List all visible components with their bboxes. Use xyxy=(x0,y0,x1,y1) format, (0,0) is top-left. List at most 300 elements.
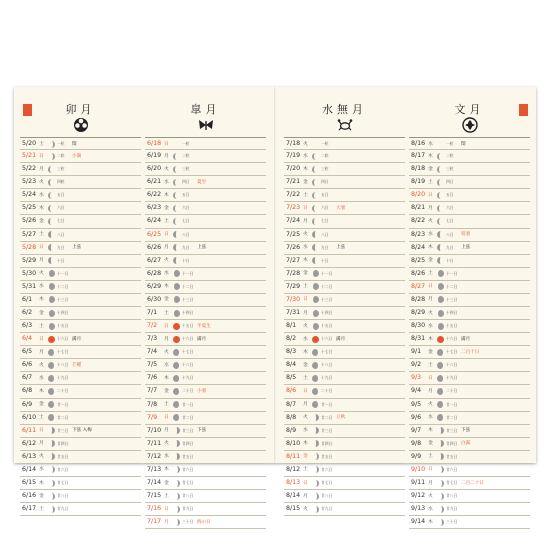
moon-phase-icon xyxy=(48,375,55,382)
day-row xyxy=(284,477,405,490)
lunar-day: 廿四日 xyxy=(57,440,69,446)
date: 8/16 xyxy=(411,140,426,147)
lunar-day: 二粒 xyxy=(446,153,454,159)
weekday: 木 xyxy=(428,336,433,342)
date: 7/11 xyxy=(147,439,162,447)
moon-phase-icon xyxy=(48,362,55,369)
weekday: 土 xyxy=(303,467,308,473)
date: 5/20 xyxy=(22,140,37,147)
day-row xyxy=(20,294,141,307)
day-row xyxy=(409,451,530,464)
day-row xyxy=(20,320,141,333)
day-row xyxy=(145,137,266,150)
lunar-day: 廿五日 xyxy=(182,453,194,459)
lunar-day: 十六日 xyxy=(57,336,69,342)
day-row xyxy=(145,464,266,477)
day-row xyxy=(145,215,266,228)
day-row xyxy=(20,137,141,150)
moon-phase-icon xyxy=(173,427,180,434)
lunar-day: 五日 xyxy=(446,192,454,198)
moon-phase-icon xyxy=(312,493,319,500)
weekday: 月 xyxy=(428,480,433,486)
moon-phase-icon xyxy=(173,349,180,356)
moon-phase-icon xyxy=(173,244,180,251)
event: 上弦 xyxy=(461,245,471,251)
day-row xyxy=(284,464,405,477)
day-row xyxy=(20,503,141,516)
moon-phase-icon xyxy=(173,362,180,369)
event: 立秋 xyxy=(336,415,346,421)
moon-phase-icon xyxy=(48,349,55,356)
day-row xyxy=(145,281,266,294)
day-row xyxy=(145,451,266,464)
moon-phase-icon xyxy=(312,205,319,212)
moon-phase-icon xyxy=(312,362,319,369)
butterfly-emblem-icon xyxy=(198,117,214,133)
day-row xyxy=(409,503,530,516)
weekday: 水 xyxy=(303,153,308,159)
day-row xyxy=(20,242,141,255)
date: 7/22 xyxy=(286,191,301,199)
weekday: 金 xyxy=(428,258,433,264)
day-row xyxy=(284,503,405,516)
weekday: 日 xyxy=(303,388,308,394)
moon-phase-icon xyxy=(173,296,180,303)
weekday: 水 xyxy=(303,336,308,342)
moon-phase-icon xyxy=(173,466,180,473)
moon-phase-icon xyxy=(312,375,319,382)
date: 7/13 xyxy=(147,465,162,473)
weekday: 日 xyxy=(164,506,169,512)
lunar-day: 廿一日 xyxy=(446,401,458,407)
lunar-day: 六日 xyxy=(446,205,454,211)
date: 7/28 xyxy=(286,269,301,277)
weekday: 土 xyxy=(303,375,308,381)
date: 8/3 xyxy=(286,348,297,356)
moon-phase-icon xyxy=(312,192,319,199)
weekday: 火 xyxy=(428,493,433,499)
moon-phase-icon xyxy=(48,388,55,395)
date: 6/3 xyxy=(22,322,33,330)
weekday: 火 xyxy=(39,454,44,460)
weekday: 日 xyxy=(428,375,433,381)
weekday: 金 xyxy=(164,205,169,211)
month-header-0 xyxy=(20,97,141,135)
weekday: 日 xyxy=(39,428,44,434)
month-column-1 xyxy=(145,137,266,529)
day-row xyxy=(284,320,405,333)
lunar-day: 三十日 xyxy=(182,519,194,525)
weekday: 月 xyxy=(164,153,169,159)
weekday: 木 xyxy=(39,205,44,211)
weekday: 日 xyxy=(303,297,308,303)
lunar-day: 二十日 xyxy=(446,388,458,394)
day-row xyxy=(145,189,266,202)
weekday: 土 xyxy=(164,218,169,224)
date: 8/31 xyxy=(411,335,426,343)
moon-phase-icon xyxy=(173,336,180,343)
date: 7/30 xyxy=(286,295,301,303)
moon-phase-icon xyxy=(48,336,55,343)
lunar-day: 二粒 xyxy=(57,153,65,159)
date: 8/19 xyxy=(411,178,426,186)
day-row xyxy=(409,294,530,307)
moon-phase-icon xyxy=(437,349,444,356)
weekday: 火 xyxy=(303,232,308,238)
date: 8/22 xyxy=(411,217,426,225)
lunar-day: 三粒 xyxy=(182,166,190,172)
day-row xyxy=(145,242,266,255)
date: 7/27 xyxy=(286,256,301,264)
date: 9/14 xyxy=(411,518,426,526)
lunar-day: 六日 xyxy=(57,205,65,211)
weekday: 木 xyxy=(303,166,308,172)
event: 満月 xyxy=(72,336,82,342)
date: 7/31 xyxy=(286,309,301,317)
lunar-day: 八日 xyxy=(182,231,190,237)
lunar-day: 廿八日 xyxy=(57,493,69,499)
lunar-day: 十四日 xyxy=(182,310,194,316)
event: 二百十日 xyxy=(461,349,480,355)
moon-phase-icon xyxy=(437,296,444,303)
date: 6/27 xyxy=(147,256,162,264)
moon-phase-icon xyxy=(312,401,319,408)
weekday: 土 xyxy=(39,141,44,147)
day-row xyxy=(409,464,530,477)
moon-phase-icon xyxy=(312,414,319,421)
event: 下弦 xyxy=(461,428,471,434)
date: 7/16 xyxy=(147,505,162,513)
weekday: 木 xyxy=(303,349,308,355)
moon-phase-icon xyxy=(173,179,180,186)
moon-phase-icon xyxy=(48,427,55,434)
date: 8/23 xyxy=(411,230,426,238)
weekday: 火 xyxy=(164,166,169,172)
lunar-day: 十七日 xyxy=(321,349,333,355)
lunar-day: 廿一日 xyxy=(182,401,194,407)
lunar-day: 七日 xyxy=(446,218,454,224)
day-row xyxy=(409,229,530,242)
event: 上弦 xyxy=(197,245,207,251)
lunar-day: 十八日 xyxy=(321,362,333,368)
lunar-day: 廿四日 xyxy=(446,440,458,446)
weekday: 木 xyxy=(39,388,44,394)
moon-phase-icon xyxy=(312,466,319,473)
lunar-day: 廿五日 xyxy=(321,453,333,459)
lunar-day: 廿四日 xyxy=(321,440,333,446)
date: 6/21 xyxy=(147,178,162,186)
moon-phase-icon xyxy=(173,493,180,500)
day-row xyxy=(284,150,405,163)
moon-phase-icon xyxy=(312,218,319,225)
moon-phase-icon xyxy=(173,519,180,526)
date: 6/28 xyxy=(147,269,162,277)
month-header-3 xyxy=(409,97,530,135)
day-row xyxy=(284,490,405,503)
weekday: 水 xyxy=(303,428,308,434)
date: 6/2 xyxy=(22,309,33,317)
date: 6/11 xyxy=(22,426,37,434)
weekday: 金 xyxy=(164,480,169,486)
day-row xyxy=(409,333,530,346)
lunar-day: 七日 xyxy=(57,218,65,224)
lunar-day: 五日 xyxy=(182,192,190,198)
day-row xyxy=(409,477,530,490)
lunar-day: 一粒 xyxy=(446,141,454,146)
date: 8/26 xyxy=(411,269,426,277)
moon-phase-icon xyxy=(48,414,55,421)
day-row xyxy=(409,150,530,163)
lunar-day: 十二日 xyxy=(182,283,194,289)
lunar-day: 廿八日 xyxy=(446,493,458,499)
lunar-day: 廿六日 xyxy=(446,466,458,472)
day-row xyxy=(284,163,405,176)
moon-phase-icon xyxy=(437,179,444,186)
lunar-day: 十八日 xyxy=(57,362,69,368)
day-row xyxy=(20,215,141,228)
lunar-day: 六日 xyxy=(321,205,329,211)
moon-phase-icon xyxy=(437,283,444,290)
weekday: 日 xyxy=(164,323,169,329)
lunar-day: 廿七日 xyxy=(182,480,194,486)
moon-phase-icon xyxy=(173,323,180,330)
lunar-day: 十二日 xyxy=(57,283,69,289)
weekday: 金 xyxy=(428,349,433,355)
lunar-day: 八日 xyxy=(57,231,65,237)
date: 5/24 xyxy=(22,191,37,199)
day-row xyxy=(409,516,530,529)
day-row xyxy=(409,202,530,215)
moon-phase-icon xyxy=(437,323,444,330)
moon-phase-icon xyxy=(312,244,319,251)
weekday: 日 xyxy=(428,192,433,198)
day-row xyxy=(20,359,141,372)
moon-phase-icon xyxy=(437,466,444,473)
moon-phase-icon xyxy=(437,153,444,160)
moon-phase-icon xyxy=(437,453,444,460)
date: 6/20 xyxy=(147,165,162,173)
day-row xyxy=(20,385,141,398)
lunar-day: 廿九日 xyxy=(321,506,333,512)
day-row xyxy=(145,163,266,176)
date: 9/10 xyxy=(411,465,426,473)
moon-phase-icon xyxy=(312,257,319,264)
event: 白露 xyxy=(461,441,471,447)
moon-phase-icon xyxy=(437,244,444,251)
date: 9/6 xyxy=(411,413,422,421)
event: 満月 xyxy=(197,336,207,342)
day-row xyxy=(145,385,266,398)
moon-phase-icon xyxy=(312,296,319,303)
lunar-day: 廿八日 xyxy=(182,493,194,499)
weekday: 日 xyxy=(164,415,169,421)
event: 下弦 xyxy=(197,428,207,434)
day-row xyxy=(20,412,141,425)
date: 7/8 xyxy=(147,400,158,408)
day-row xyxy=(20,451,141,464)
lunar-day: 十一日 xyxy=(182,270,194,276)
lunar-day: 四日 xyxy=(446,179,454,185)
moon-phase-icon xyxy=(173,310,180,317)
moon-phase-icon xyxy=(48,323,55,330)
moon-phase-icon xyxy=(437,231,444,238)
date: 6/1 xyxy=(22,295,33,303)
weekday: 金 xyxy=(39,218,44,224)
lunar-day: 十一日 xyxy=(57,270,69,276)
date: 6/16 xyxy=(22,492,37,500)
weekday: 日 xyxy=(39,336,44,342)
date: 8/28 xyxy=(411,295,426,303)
date: 9/7 xyxy=(411,426,422,434)
moon-phase-icon xyxy=(173,453,180,460)
lunar-day: 廿四日 xyxy=(182,440,194,446)
weekday: 土 xyxy=(164,310,169,316)
lunar-day: 廿二日 xyxy=(57,414,69,420)
month-name: 水無月 xyxy=(322,103,367,116)
date: 6/25 xyxy=(147,230,162,238)
day-row xyxy=(145,268,266,281)
weekday: 金 xyxy=(39,493,44,499)
day-row xyxy=(284,399,405,412)
month-name: 文月 xyxy=(454,103,485,116)
weekday: 水 xyxy=(164,454,169,460)
lunar-day: 二粒 xyxy=(321,153,329,159)
moon-phase-icon xyxy=(437,440,444,447)
moon-phase-icon xyxy=(48,453,55,460)
event: 海の日 xyxy=(197,519,211,525)
date: 6/9 xyxy=(22,400,33,408)
weekday: 水 xyxy=(164,179,169,185)
lunar-day: 廿七日 xyxy=(321,480,333,486)
weekday: 土 xyxy=(164,402,169,408)
event: 満月 xyxy=(336,336,346,342)
day-row xyxy=(145,176,266,189)
day-row xyxy=(145,320,266,333)
date: 7/4 xyxy=(147,348,158,356)
weekday: 水 xyxy=(428,232,433,238)
weekday: 火 xyxy=(164,258,169,264)
weekday: 土 xyxy=(39,415,44,421)
weekday: 水 xyxy=(39,467,44,473)
lunar-day: 二十日 xyxy=(321,388,333,394)
moon-phase-icon xyxy=(48,493,55,500)
moon-phase-icon xyxy=(437,480,444,487)
date: 6/24 xyxy=(147,217,162,225)
moon-phase-icon xyxy=(437,270,444,277)
lunar-day: 廿三日 xyxy=(321,427,333,433)
day-row xyxy=(409,346,530,359)
date: 7/15 xyxy=(147,492,162,500)
date: 7/29 xyxy=(286,282,301,290)
date: 8/7 xyxy=(286,400,297,408)
weekday: 火 xyxy=(303,141,308,147)
day-row xyxy=(20,189,141,202)
month-name: 皐月 xyxy=(190,103,221,116)
day-row xyxy=(145,412,266,425)
weekday: 金 xyxy=(39,310,44,316)
moon-phase-icon xyxy=(173,388,180,395)
lunar-day: 廿二日 xyxy=(182,414,194,420)
weekday: 月 xyxy=(39,258,44,264)
day-row xyxy=(284,176,405,189)
day-row xyxy=(20,176,141,189)
date: 9/3 xyxy=(411,374,422,382)
moon-phase-icon xyxy=(312,388,319,395)
lunar-day: 十六日 xyxy=(182,336,194,342)
weekday: 木 xyxy=(164,192,169,198)
weekday: 日 xyxy=(303,205,308,211)
lunar-day: 八日 xyxy=(321,231,329,237)
date: 7/2 xyxy=(147,322,158,330)
weekday: 木 xyxy=(164,284,169,290)
weekday: 木 xyxy=(164,375,169,381)
lunar-day: 廿五日 xyxy=(446,453,458,459)
moon-phase-icon xyxy=(312,349,319,356)
lunar-day: 十五日 xyxy=(321,323,333,329)
event: 上弦 xyxy=(336,245,346,251)
lunar-day: 二十日 xyxy=(57,388,69,394)
lunar-day: 三粒 xyxy=(57,166,65,172)
weekday: 木 xyxy=(428,153,433,159)
lunar-day: 十七日 xyxy=(57,349,69,355)
date: 9/9 xyxy=(411,452,422,460)
month-column-3 xyxy=(409,137,530,529)
date: 8/20 xyxy=(411,191,426,199)
weekday: 月 xyxy=(164,245,169,251)
date: 6/26 xyxy=(147,243,162,251)
lunar-day: 十九日 xyxy=(182,375,194,381)
weekday: 火 xyxy=(39,362,44,368)
day-row xyxy=(409,412,530,425)
lunar-day: 四粒 xyxy=(57,179,65,185)
crab-emblem-icon xyxy=(337,117,353,133)
weekday: 日 xyxy=(164,232,169,238)
day-row xyxy=(145,229,266,242)
lunar-day: 十日 xyxy=(446,257,454,263)
date: 8/29 xyxy=(411,309,426,317)
weekday: 月 xyxy=(39,166,44,172)
lunar-day: 十九日 xyxy=(57,375,69,381)
lunar-day: 七日 xyxy=(321,218,329,224)
lunar-day: 一粒 xyxy=(57,141,65,146)
lunar-day: 十日 xyxy=(57,257,65,263)
moon-phase-icon xyxy=(48,179,55,186)
lunar-day: 四日 xyxy=(321,179,329,185)
date: 5/26 xyxy=(22,217,37,225)
moon-phase-icon xyxy=(437,401,444,408)
date: 9/11 xyxy=(411,479,426,487)
weekday: 月 xyxy=(39,441,44,447)
lunar-day: 十日 xyxy=(321,257,329,263)
date: 5/23 xyxy=(22,178,37,186)
day-row xyxy=(284,242,405,255)
day-row xyxy=(145,346,266,359)
weekday: 木 xyxy=(303,441,308,447)
month-name: 卯月 xyxy=(65,103,96,116)
weekday: 火 xyxy=(303,506,308,512)
weekday: 水 xyxy=(164,271,169,277)
date: 8/8 xyxy=(286,413,297,421)
date: 6/17 xyxy=(22,505,37,513)
moon-phase-icon xyxy=(437,427,444,434)
lunar-day: 二粒 xyxy=(182,153,190,159)
date: 8/11 xyxy=(286,452,301,460)
day-row xyxy=(20,399,141,412)
lunar-day: 十四日 xyxy=(57,310,69,316)
weekday: 日 xyxy=(428,467,433,473)
weekday: 木 xyxy=(303,258,308,264)
moon-phase-icon xyxy=(173,414,180,421)
